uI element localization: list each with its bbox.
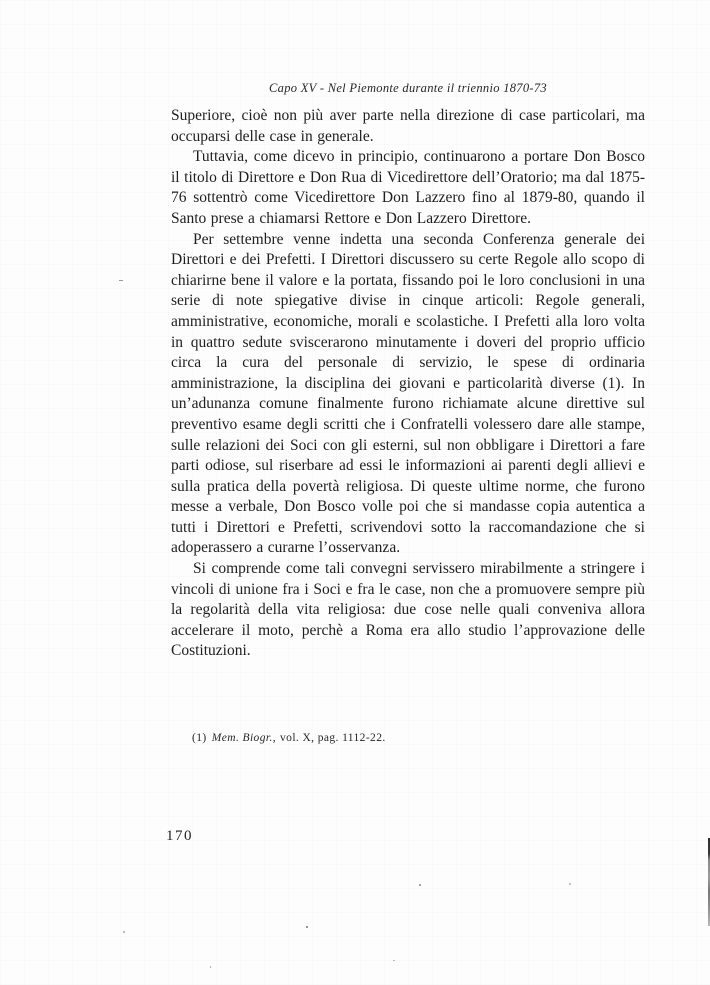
- running-header: Capo XV - Nel Piemonte durante il triennio 1870-73: [269, 81, 547, 95]
- scan-speck: [393, 960, 395, 961]
- scan-speck: [306, 926, 308, 928]
- page-number: 170: [166, 828, 193, 844]
- scan-speck: [419, 884, 421, 886]
- footnote-marker: (1): [192, 732, 207, 744]
- page-body: [171, 106, 645, 662]
- paragraph: Tuttavia, come dicevo in principio, continuarono a portare Don Bosco il titolo di Direttore e Don Rua di Vicedirettore dell’Oratorio; ma dal 1875-76 sottentrò come Vicedirettore Don Lazzero fino al 1879-80, quando il Santo prese a chiamarsi Rettore e Don Lazzero Direttore.: [171, 148, 645, 227]
- footnote: [192, 732, 386, 744]
- footnote-reference: vol. X, pag. 1112-22.: [280, 732, 386, 744]
- footnote-source-title: Mem. Biogr.,: [211, 732, 276, 744]
- scan-speck: [569, 883, 571, 885]
- paragraph: Superiore, cioè non più aver parte nella direzione di case particolari, ma occuparsi delle case in generale.: [171, 107, 645, 145]
- scan-speck: [123, 931, 125, 933]
- paragraph: Si comprende come tali convegni servissero mirabilmente a stringere i vincoli di unione fra i Soci e fra le case, non che a promuovere sempre più la regolarità della vita religiosa: due cose nelle quali conveniva allora accelerare il moto, perchè a Roma era allo studio l’approvazione delle Costituzioni.: [171, 560, 645, 660]
- paragraph: Per settembre venne indetta una seconda Conferenza generale dei Direttori e dei Prefetti. I Direttori discussero su certe Regole allo scopo di chiarirne bene il valore e la portata, fissando poi le loro conclusioni in una serie di note spiegative divise in cinque articoli: Regole generali, amministrative, economiche, morali e scolastiche. I Prefetti alla loro volta in quattro sedute sviscerarono minutamente i doveri del proprio ufficio circa la cura del personale di servizio, le spese di ordinaria amministrazione, la disciplina dei giovani e particolarità diverse (1). In un’adunanza comune finalmente furono richiamate alcune direttive sul preventivo esame degli scritti che i Confratelli volessero dare alle stampe, sulle relazioni dei Soci con gli esterni, sul non obbligare i Direttori a fare parti odiose, sul riserbare ad essi le informazioni ai parenti degli allievi e sulla pratica della povertà religiosa. Di queste ultime norme, che furono messe a verbale, Don Bosco volle poi che si mandasse copia autentica a tutti i Direttori e Prefetti, scrivendovi sotto la raccomandazione che si adoperassero a curarne l’osservanza.: [171, 230, 645, 557]
- scan-speck: [210, 966, 211, 968]
- scan-speck: [119, 280, 123, 281]
